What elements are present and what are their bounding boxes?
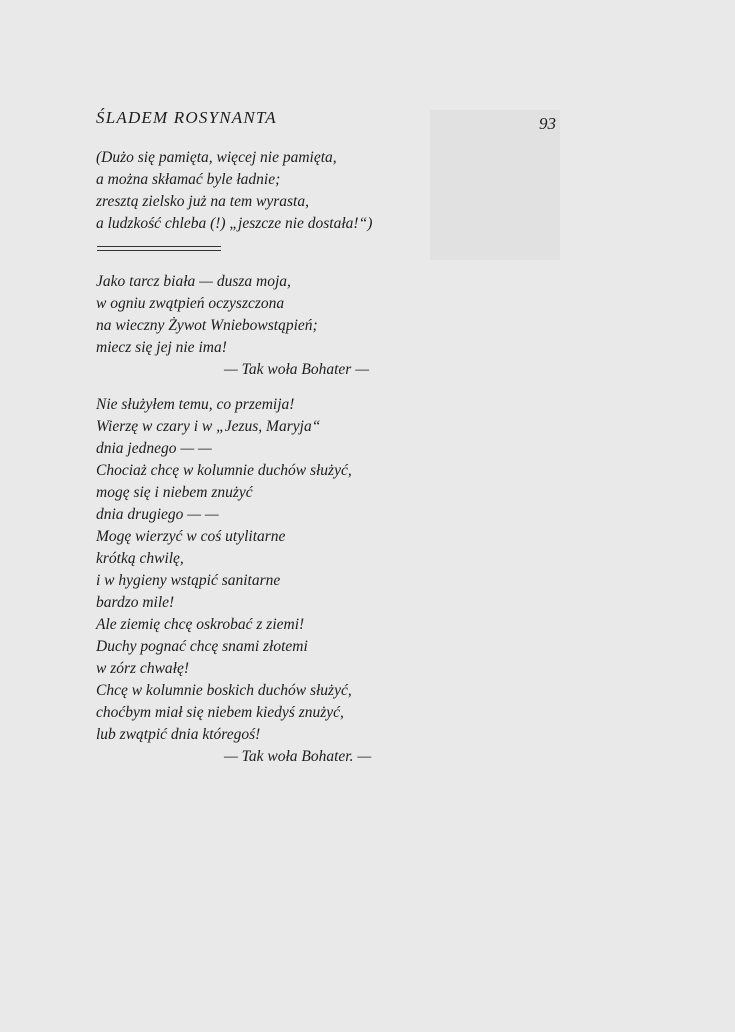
verse-line: a można skłamać byle ładnie; [96,171,281,188]
verse-line: Wierzę w czary i w „Jezus, Maryja“ [96,418,321,435]
verse-line: dnia drugiego — — [96,506,219,523]
verse-line-refrain: — Tak woła Bohater — [224,361,369,378]
verse-line: i w hygieny wstąpić sanitarne [96,572,281,589]
verse-line: dnia jednego — — [96,440,212,457]
running-title: ŚLADEM ROSYNANTA [96,108,277,127]
stanza-hero [96,394,371,768]
verse-line: bardzo mile! [96,594,175,611]
verse-line: lub zwątpić dnia któregoś! [96,726,261,743]
verse-line: krótką chwilę, [96,550,184,567]
verse-line: Mogę wierzyć w coś utylitarne [96,528,286,545]
verse-line: na wieczny Żywot Wniebowstąpień; [96,317,318,334]
verse-line: Nie służyłem temu, co przemija! [96,396,295,413]
stanza-parenthetical [96,147,372,235]
verse-line: miecz się jej nie ima! [96,339,227,356]
verse-line: (Dużo się pamięta, więcej nie pamięta, [96,149,337,166]
verse-line-refrain: — Tak woła Bohater. — [224,748,372,765]
verse-line: zresztą zielsko już na tem wyrasta, [96,193,309,210]
verse-line: Duchy pognać chcę snami złotemi [96,638,308,655]
verse-line: Chcę w kolumnie boskich duchów służyć, [96,682,352,699]
verse-line: Chociaż chcę w kolumnie duchów służyć, [96,462,352,479]
verse-line: w zórz chwałę! [96,660,189,677]
double-rule-divider [97,246,221,251]
verse-line: choćbym miał się niebem kiedyś znużyć, [96,704,344,721]
stanza-shield [96,271,369,381]
page-number: 93 [539,114,556,133]
verse-line: a ludzkość chleba (!) „jeszcze nie dostała!“) [96,215,373,232]
verse-line: Jako tarcz biała — dusza moja, [96,273,291,290]
verse-line: mogę się i niebem znużyć [96,484,253,501]
page-header [96,108,556,134]
verse-line: Ale ziemię chcę oskrobać z ziemi! [96,616,305,633]
verse-line: w ogniu zwątpień oczyszczona [96,295,285,312]
